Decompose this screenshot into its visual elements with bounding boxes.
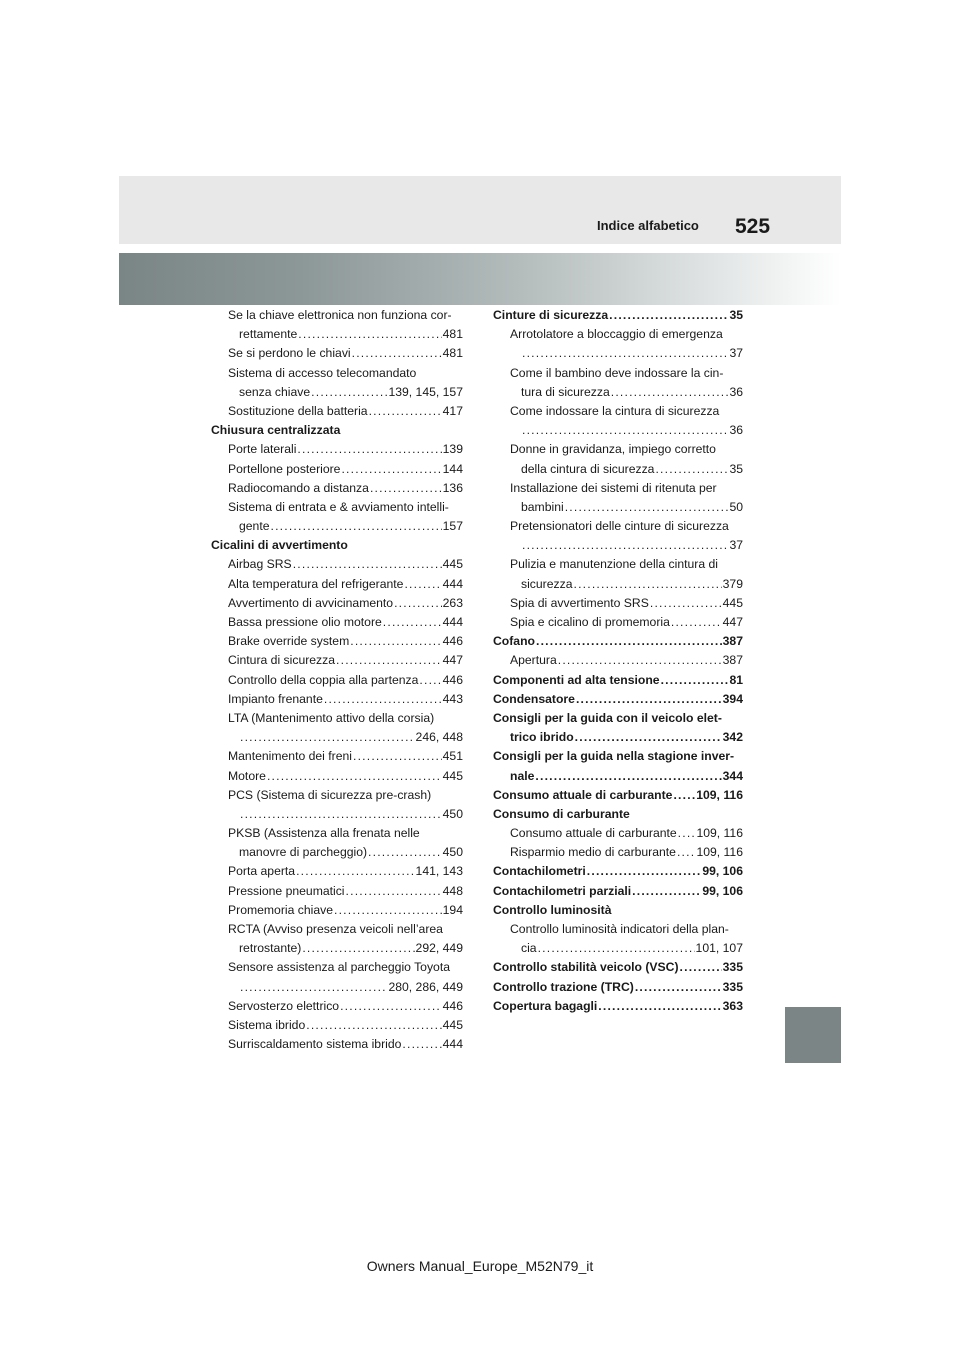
index-entry <box>493 958 743 977</box>
index-entry-page: 342 <box>722 730 743 745</box>
index-entry-text: Porta aperta <box>228 864 296 879</box>
dot-leader <box>677 843 695 862</box>
index-entry <box>493 671 743 690</box>
index-entry-text: cia <box>521 941 537 956</box>
index-entry-page: 144 <box>442 461 463 476</box>
index-entry <box>493 613 743 632</box>
index-entry <box>493 767 743 786</box>
index-entry-text: RCTA (Avviso presenza veicoli nell’area <box>228 922 443 936</box>
page-number: 525 <box>735 215 771 238</box>
dot-leader <box>297 440 441 459</box>
index-entry <box>211 862 463 881</box>
index-entry-page: 443 <box>442 691 463 706</box>
index-entry <box>211 1016 463 1035</box>
index-entry-text: Cicalini di avvertimento <box>211 538 348 553</box>
index-entry-text: Consigli per la guida con il veicolo elet- <box>493 710 722 725</box>
dot-leader <box>565 498 729 517</box>
index-entry <box>493 517 743 536</box>
index-entry-page: 141, 143 <box>415 864 463 879</box>
dot-leader <box>661 671 729 690</box>
index-entry <box>211 344 463 363</box>
header-band <box>119 176 841 244</box>
dot-leader <box>350 632 441 651</box>
index-entry-page: 35 <box>729 461 743 476</box>
index-entry-page: 451 <box>442 749 463 764</box>
index-entry-text: Portellone posteriore <box>228 461 341 476</box>
index-entry <box>211 997 463 1016</box>
index-entry-page: 35 <box>729 308 743 322</box>
index-entry-text: PCS (Sistema di sicurezza pre-crash) <box>228 787 432 802</box>
index-entry-page: 246, 448 <box>415 730 463 745</box>
index-entry-text: Sistema ibrido <box>228 1017 306 1032</box>
index-entry-page: 445 <box>442 557 463 572</box>
index-entry-page: 99, 106 <box>702 864 743 879</box>
index-entry <box>211 728 463 747</box>
index-entry-text: trico ibrido <box>510 730 574 745</box>
dot-leader <box>536 632 722 651</box>
dot-leader <box>240 728 415 747</box>
dot-leader <box>306 1016 441 1035</box>
index-entry-page: 101, 107 <box>695 941 743 956</box>
index-entry-page: 36 <box>729 423 743 438</box>
index-entry-text: gente <box>239 519 270 534</box>
dot-leader <box>609 306 728 325</box>
index-entry-page: 344 <box>722 768 743 783</box>
index-entry <box>211 613 463 632</box>
index-entry-text: tura di sicurezza <box>521 384 610 399</box>
index-entry <box>211 575 463 594</box>
index-entry <box>493 690 743 709</box>
dot-leader <box>576 690 722 709</box>
index-entry-page: 109, 116 <box>696 845 743 860</box>
index-entry <box>493 402 743 421</box>
index-entry <box>211 805 463 824</box>
index-entry-text: Motore <box>228 768 266 783</box>
index-entry <box>493 479 743 498</box>
index-entry <box>493 709 743 728</box>
index-entry-text: Consumo di carburante <box>493 806 630 821</box>
index-entry-text: Cintura di sicurezza <box>228 653 336 668</box>
index-entry-text: Controllo luminosità <box>493 902 612 917</box>
index-entry <box>493 325 743 344</box>
index-entry <box>493 440 743 459</box>
index-entry-page: 445 <box>722 595 743 610</box>
index-entry-text: Controllo trazione (TRC) <box>493 979 634 994</box>
index-entry-page: 446 <box>442 634 463 649</box>
index-entry <box>211 843 463 862</box>
index-entry-text: bambini <box>521 499 564 514</box>
index-entry <box>493 786 743 805</box>
index-entry <box>211 383 463 402</box>
dot-leader <box>635 978 722 997</box>
index-entry-text: retrostante) <box>239 941 302 956</box>
index-entry-page: 394 <box>722 691 743 706</box>
index-entry-text: Cofano <box>493 634 535 649</box>
index-entry <box>493 594 743 613</box>
index-entry-page: 136 <box>442 480 463 495</box>
dot-leader <box>419 671 441 690</box>
index-entry-text: Servosterzo elettrico <box>228 998 340 1013</box>
index-entry-text: Alta temperatura del refrigerante <box>228 576 404 591</box>
section-thumb-tab <box>785 1007 841 1063</box>
index-entry-text: Componenti ad alta tensione <box>493 672 660 687</box>
dot-leader <box>340 997 442 1016</box>
index-entry-text: Cinture di sicurezza <box>493 308 609 322</box>
index-entry-page: 444 <box>442 1037 463 1052</box>
dot-leader <box>522 421 728 440</box>
index-entry-text: Consumo attuale di carburante <box>493 787 673 802</box>
index-entry-page: 37 <box>729 538 743 553</box>
index-entry-page: 445 <box>442 768 463 783</box>
index-entry <box>211 479 463 498</box>
index-entry-text: Contachilometri parziali <box>493 883 632 898</box>
dot-leader <box>369 402 442 421</box>
index-entry-text: LTA (Mantenimento attivo della corsia) <box>228 710 435 725</box>
index-entry-text: rettamente <box>239 327 298 342</box>
index-entry <box>211 958 463 977</box>
dot-leader <box>293 555 442 574</box>
dot-leader <box>394 594 442 613</box>
index-entry-page: 481 <box>442 346 463 361</box>
index-entry-text: Come il bambino deve indossare la cin- <box>510 365 724 380</box>
index-entry <box>211 498 463 517</box>
index-entry-text: Brake override system <box>228 634 350 649</box>
index-entry <box>493 555 743 574</box>
index-entry-text: nale <box>510 768 535 783</box>
index-entry <box>211 536 463 555</box>
dot-leader <box>334 901 442 920</box>
index-entry <box>211 651 463 670</box>
dot-leader <box>298 325 441 344</box>
index-entry-text: Arrotolatore a bloccaggio di emergenza <box>510 327 723 342</box>
index-entry-page: 387 <box>722 634 743 649</box>
index-entry <box>211 882 463 901</box>
dot-leader <box>538 939 695 958</box>
dot-leader <box>324 690 442 709</box>
dot-leader <box>575 728 722 747</box>
index-entry <box>493 344 743 363</box>
dot-leader <box>368 843 442 862</box>
index-entry-text: Chiusura centralizzata <box>211 423 341 438</box>
index-entry <box>493 460 743 479</box>
index-entry-text: sicurezza <box>521 576 573 591</box>
dot-leader <box>611 383 729 402</box>
index-entry-page: 37 <box>729 346 743 361</box>
dot-leader <box>346 882 442 901</box>
index-entry-text: Radiocomando a distanza <box>228 480 369 495</box>
dot-leader <box>671 613 722 632</box>
index-entry-text: Condensatore <box>493 691 575 706</box>
index-entry-page: 194 <box>442 902 463 917</box>
dot-leader <box>558 651 722 670</box>
index-entry-text: Airbag SRS <box>228 557 292 572</box>
index-entry-text: Consigli per la guida nella stagione inver- <box>493 749 735 764</box>
index-entry <box>211 555 463 574</box>
dot-leader <box>353 747 442 766</box>
dot-leader <box>311 383 387 402</box>
index-entry <box>493 747 743 766</box>
index-entry <box>493 901 743 920</box>
index-entry-text: Apertura <box>510 653 557 668</box>
index-entry-text: Avvertimento di avvicinamento <box>228 595 394 610</box>
index-entry-page: 50 <box>729 499 743 514</box>
index-entry-page: 335 <box>722 979 743 994</box>
dot-leader <box>240 805 442 824</box>
footer-text: Owners Manual_Europe_M52N79_it <box>366 1258 594 1274</box>
index-entry <box>211 939 463 958</box>
index-entry-page: 417 <box>442 403 463 418</box>
index-entry <box>211 671 463 690</box>
dot-leader <box>296 862 414 881</box>
index-entry <box>493 978 743 997</box>
index-entry-text: Controllo stabilità veicolo (VSC) <box>493 960 679 975</box>
section-title: Indice alfabetico <box>597 218 699 233</box>
index-entry <box>493 882 743 901</box>
dot-leader <box>650 594 722 613</box>
dot-leader <box>267 767 442 786</box>
index-entry-text: Porte laterali <box>228 442 297 457</box>
dot-leader <box>678 824 696 843</box>
index-entry <box>493 383 743 402</box>
index-entry-text: della cintura di sicurezza <box>521 461 655 476</box>
dot-leader <box>336 651 442 670</box>
index-entry <box>211 747 463 766</box>
index-column-left <box>211 306 463 1054</box>
index-entry <box>493 632 743 651</box>
index-entry-text: Consumo attuale di carburante <box>510 826 677 841</box>
dot-leader <box>352 344 442 363</box>
index-entry-page: 387 <box>722 653 743 668</box>
dot-leader <box>522 536 728 555</box>
index-entry-page: 109, 116 <box>696 787 743 802</box>
dot-leader <box>341 460 441 479</box>
index-entry-page: 363 <box>722 998 743 1013</box>
dot-leader <box>680 958 722 977</box>
index-entry-text: Pretensionatori delle cinture di sicurezza <box>510 519 729 534</box>
index-entry-text: Sistema di accesso telecomandato <box>228 365 417 380</box>
index-entry-page: 379 <box>722 576 743 591</box>
index-entry-text: Risparmio medio di carburante <box>510 845 676 860</box>
index-entry <box>211 517 463 536</box>
dot-leader <box>632 882 701 901</box>
index-entry-page: 99, 106 <box>702 883 743 898</box>
gradient-bar <box>119 253 841 305</box>
index-entry <box>211 364 463 383</box>
index-entry <box>211 920 463 939</box>
dot-leader <box>404 575 441 594</box>
dot-leader <box>673 786 695 805</box>
index-entry-page: 444 <box>442 576 463 591</box>
index-entry <box>493 575 743 594</box>
dot-leader <box>383 613 442 632</box>
index-entry-page: 335 <box>722 960 743 975</box>
index-entry-text: Installazione dei sistemi di ritenuta per <box>510 480 717 495</box>
index-entry <box>211 978 463 997</box>
index-entry <box>211 786 463 805</box>
index-entry <box>493 862 743 881</box>
index-entry <box>211 709 463 728</box>
index-entry-page: 81 <box>729 672 743 687</box>
index-entry <box>211 325 463 344</box>
index-entry <box>493 805 743 824</box>
dot-leader <box>587 862 702 881</box>
index-entry-text: Spia e cicalino di promemoria <box>510 615 670 629</box>
index-entry <box>493 920 743 939</box>
index-entry-page: 450 <box>442 806 463 821</box>
index-entry-text: Sostituzione della batteria <box>228 403 368 418</box>
index-entry-page: 292, 449 <box>415 941 463 956</box>
dot-leader <box>655 460 728 479</box>
index-entry-text: Impianto frenante <box>228 691 323 706</box>
index-entry <box>211 440 463 459</box>
index-entry <box>493 364 743 383</box>
index-entry-page: 109, 116 <box>696 826 743 841</box>
index-entry-text: Come indossare la cintura di sicurezza <box>510 403 720 418</box>
dot-leader <box>522 344 728 363</box>
index-entry-page: 444 <box>442 615 463 629</box>
index-entry-text: Se la chiave elettronica non funziona cor- <box>228 308 452 322</box>
index-entry-text: Promemoria chiave <box>228 902 333 917</box>
dot-leader <box>302 939 414 958</box>
index-entry <box>493 997 743 1016</box>
index-entry-text: Donne in gravidanza, impiego corretto <box>510 442 716 457</box>
index-entry-text: Copertura bagagli <box>493 998 598 1013</box>
index-entry-text: Bassa pressione olio motore <box>228 615 382 629</box>
index-column-right <box>493 306 743 1016</box>
index-entry-text: PKSB (Assistenza alla frenata nelle <box>228 826 420 841</box>
index-entry-page: 139 <box>442 442 463 457</box>
index-entry <box>211 824 463 843</box>
index-entry-text: Sistema di entrata e & avviamento intelli- <box>228 499 449 514</box>
index-entry-page: 481 <box>442 327 463 342</box>
index-entry <box>493 843 743 862</box>
index-entry-page: 446 <box>442 672 463 687</box>
index-entry-text: Sensore assistenza al parcheggio Toyota <box>228 960 450 975</box>
index-entry-page: 446 <box>442 998 463 1013</box>
index-entry <box>211 306 463 325</box>
index-entry-text: Controllo della coppia alla partenza <box>228 672 419 687</box>
dot-leader <box>240 978 387 997</box>
index-entry-text: Spia di avvertimento SRS <box>510 595 649 610</box>
index-entry <box>493 536 743 555</box>
index-entry-text: Mantenimento dei freni <box>228 749 352 764</box>
dot-leader <box>370 479 442 498</box>
index-entry <box>211 1035 463 1054</box>
index-entry <box>493 421 743 440</box>
dot-leader <box>402 1035 441 1054</box>
index-entry-page: 448 <box>442 883 463 898</box>
index-entry <box>493 498 743 517</box>
index-entry <box>493 728 743 747</box>
index-entry <box>211 690 463 709</box>
index-entry <box>211 402 463 421</box>
index-entry-text: Surriscaldamento sistema ibrido <box>228 1037 402 1052</box>
dot-leader <box>573 575 721 594</box>
dot-leader <box>535 767 721 786</box>
index-entry-page: 139, 145, 157 <box>388 384 463 399</box>
index-entry <box>211 594 463 613</box>
dot-leader <box>271 517 442 536</box>
index-entry-page: 447 <box>722 615 743 629</box>
index-entry-page: 157 <box>442 519 463 534</box>
index-entry <box>493 939 743 958</box>
index-entry-text: Controllo luminosità indicatori della plan- <box>510 922 729 936</box>
index-entry-text: Pulizia e manutenzione della cintura di <box>510 557 718 572</box>
dot-leader <box>598 997 721 1016</box>
index-entry <box>211 421 463 440</box>
index-entry-text: Pressione pneumatici <box>228 883 345 898</box>
index-entry <box>493 651 743 670</box>
index-entry <box>493 824 743 843</box>
index-entry-text: senza chiave <box>239 384 311 399</box>
index-entry-text: Se si perdono le chiavi <box>228 346 351 361</box>
index-entry-page: 280, 286, 449 <box>388 979 463 994</box>
index-entry-page: 36 <box>729 384 743 399</box>
index-entry-page: 450 <box>442 845 463 860</box>
index-entry-text: manovre di parcheggio) <box>239 845 368 860</box>
index-entry-page: 447 <box>442 653 463 668</box>
index-entry-page: 445 <box>442 1017 463 1032</box>
index-entry <box>211 901 463 920</box>
index-entry <box>211 460 463 479</box>
index-entry-text: Contachilometri <box>493 864 586 879</box>
index-entry <box>211 632 463 651</box>
index-entry <box>493 306 743 325</box>
index-entry <box>211 767 463 786</box>
index-entry-page: 263 <box>442 595 463 610</box>
